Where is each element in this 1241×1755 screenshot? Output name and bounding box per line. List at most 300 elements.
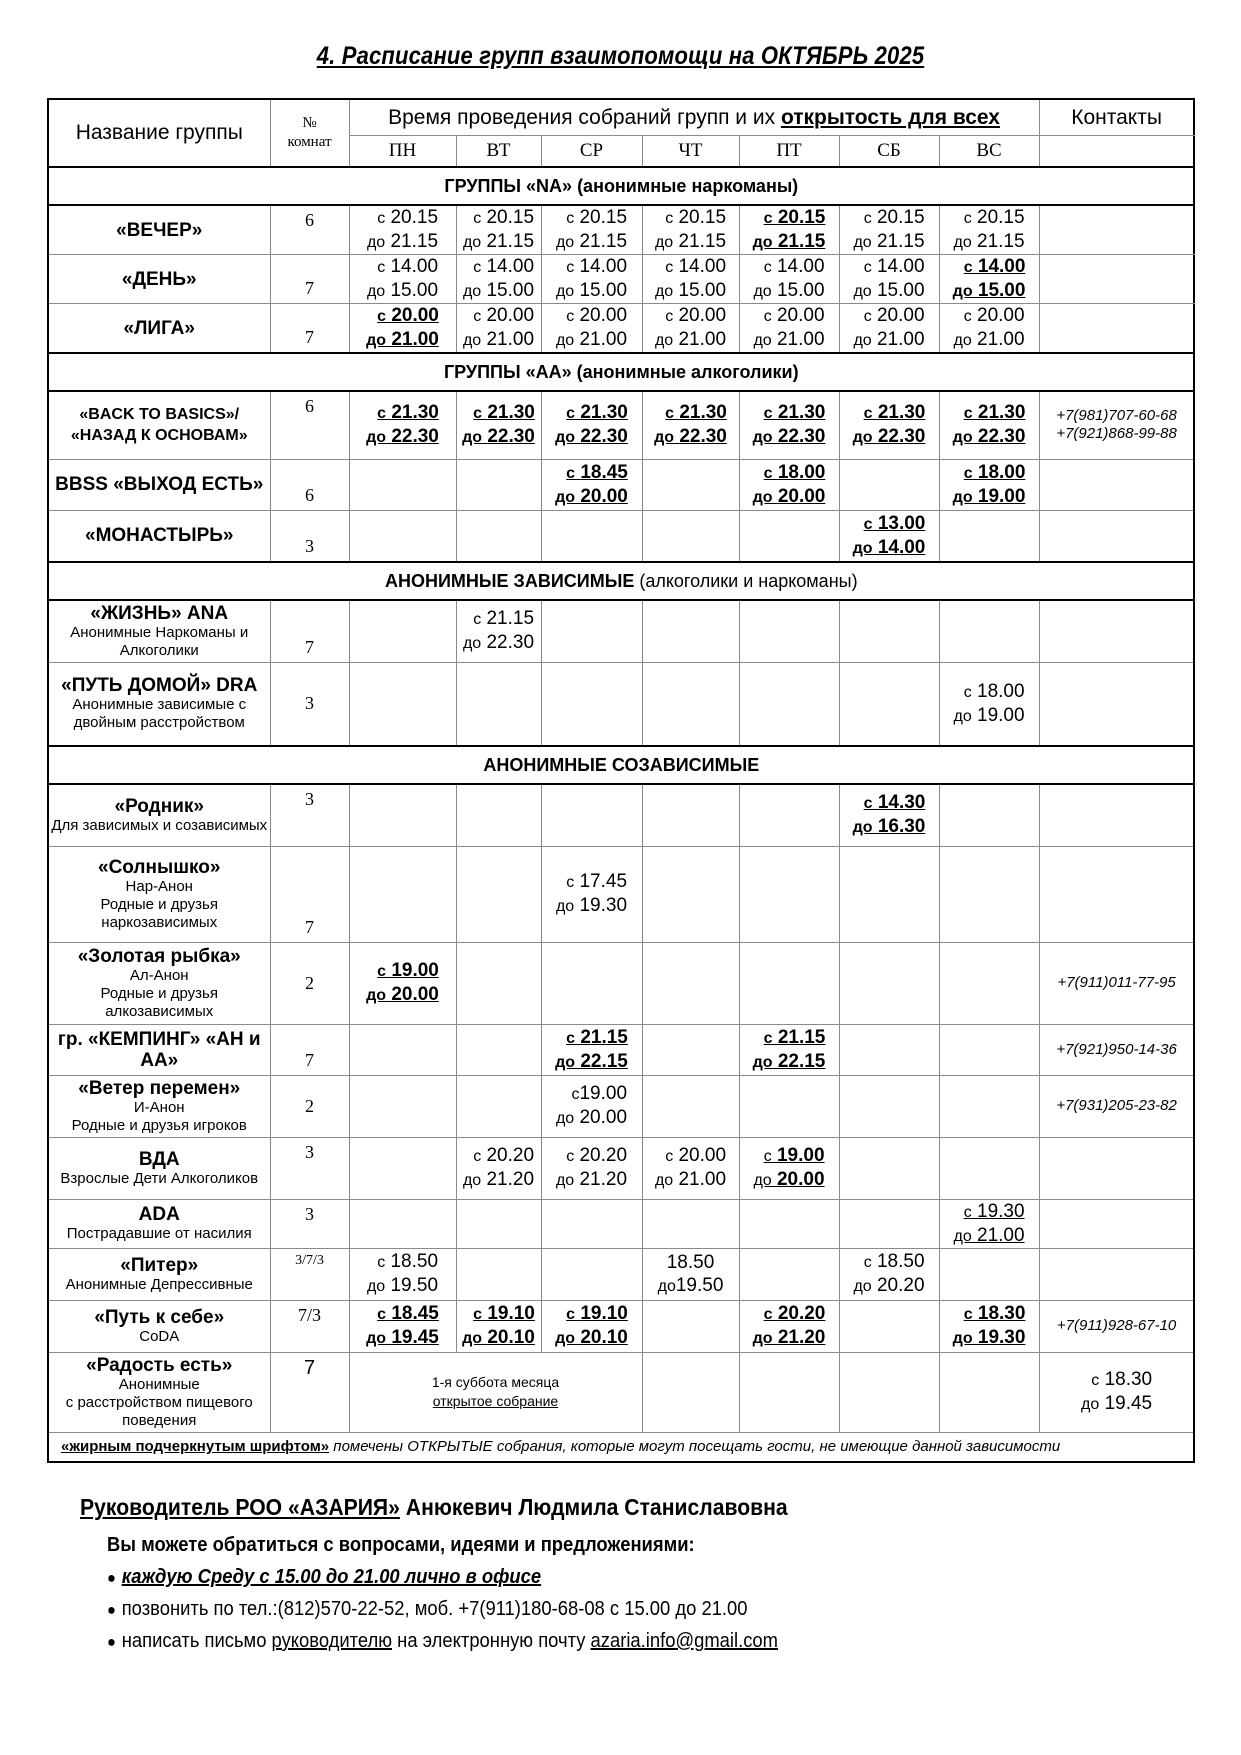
time-to: 21.00	[579, 329, 628, 350]
time-to: 19.30	[579, 895, 628, 916]
group-title: «Родник»	[114, 795, 204, 817]
group-name-cell	[48, 1300, 270, 1352]
organization-name: Руководитель РОО «АЗАРИЯ»	[80, 1494, 400, 1520]
group-title: «Золотая рыбка»	[77, 945, 241, 967]
meeting-time: с 20.15 до 21.15	[555, 207, 628, 252]
time-to: 15.00	[977, 280, 1026, 301]
time-to: 20.10	[580, 1327, 628, 1348]
time-cell-mon	[349, 1137, 456, 1199]
room-number: 3	[270, 662, 349, 746]
open-meeting-time: с 21.30 до 22.30	[462, 402, 535, 448]
meeting-time: с 14.00 до 15.00	[753, 256, 825, 301]
time-cell-tue	[456, 1199, 541, 1248]
group-description: Анонимные Наркоманы и Алкоголики	[70, 623, 249, 659]
contact-phone	[1039, 205, 1194, 255]
section-title	[48, 167, 1194, 205]
time-cell-fri	[739, 1075, 839, 1137]
time-to: 19.00	[977, 704, 1025, 726]
meeting-time: с 14.00 до 15.00	[654, 256, 727, 301]
time-cell-thu	[642, 942, 739, 1024]
head-name: Анюкевич Людмила Станиславовна	[399, 1494, 788, 1520]
time-cell-thu	[642, 1248, 739, 1300]
time-from: 20.15	[977, 207, 1025, 228]
room-label: комнат	[287, 134, 332, 150]
time-to: 20.00	[580, 485, 628, 507]
group-name-cell	[48, 600, 270, 662]
time-from: 18.00	[977, 680, 1025, 702]
group-title: «ДЕНЬ»	[121, 268, 197, 290]
time-cell-tue	[456, 942, 541, 1024]
time-cell-sun	[939, 942, 1039, 1024]
time-cell-sun	[939, 1248, 1039, 1300]
room-number: 6	[270, 391, 349, 459]
time-to: 20.00	[777, 485, 826, 507]
time-cell-sun	[939, 510, 1039, 562]
time-cell-sun	[939, 205, 1039, 255]
time-from: 21.15	[580, 1026, 628, 1048]
time-to: 22.30	[487, 426, 535, 448]
time-to: 21.15	[777, 231, 826, 252]
meeting-time: 18.50 до19.50	[657, 1251, 724, 1296]
time-from: 18.00	[777, 461, 826, 483]
time-cell-sun	[939, 784, 1039, 846]
meeting-time: с 20.00 до 21.00	[753, 305, 825, 350]
time-cell-sat	[839, 1075, 939, 1137]
meeting-time: с 19.00 до 20.00	[753, 1145, 825, 1190]
contact-phone: +7(921)950-14-36	[1039, 1024, 1194, 1075]
open-meeting-time: с 18.00 до 20.00	[752, 461, 826, 507]
group-name-cell	[48, 255, 270, 304]
email-link[interactable]: azaria.info@gmail.com	[590, 1630, 778, 1652]
time-from: 20.00	[486, 305, 535, 326]
time-to: 15.00	[876, 280, 925, 301]
time-to: 19.45	[1104, 1393, 1153, 1414]
time-from: 20.15	[486, 207, 535, 228]
contact-phone	[1039, 255, 1194, 304]
time-cell-fri	[739, 304, 839, 354]
organization-head	[80, 1494, 788, 1521]
time-from: 20.00	[579, 305, 628, 326]
open-meeting-time: с 21.30 до 22.30	[366, 402, 439, 448]
contact-phone	[1039, 662, 1194, 746]
time-from: 14.00	[678, 256, 727, 277]
time-cell-mon	[349, 942, 456, 1024]
time-from: 21.30	[877, 402, 926, 424]
contact-phone: +7(911)928-67-10	[1039, 1300, 1194, 1352]
group-row	[48, 1248, 1194, 1300]
time-cell-thu	[642, 784, 739, 846]
contact-list	[107, 1562, 836, 1658]
time-cell-thu	[642, 391, 739, 459]
time-cell-mon	[349, 600, 456, 662]
time-cell-fri	[739, 942, 839, 1024]
time-cell-sun	[939, 391, 1039, 459]
time-cell-day	[1039, 1352, 1194, 1432]
group-title: «Радость есть»	[86, 1354, 233, 1376]
time-to: 15.00	[678, 280, 727, 301]
meeting-time: с 19.30 до 21.00	[953, 1200, 1025, 1246]
time-to: 20.00	[579, 1107, 628, 1128]
time-cell-mon	[349, 391, 456, 459]
meeting-time: с 20.00 до 21.00	[462, 305, 535, 350]
time-from: 18.00	[977, 461, 1026, 483]
room-number: 7	[270, 846, 349, 942]
time-cell-tue	[456, 1075, 541, 1137]
time-cell-sat	[839, 1300, 939, 1352]
special-line-1: 1-я суббота месяца	[431, 1374, 560, 1390]
meeting-time: с 20.20 до 21.20	[555, 1145, 628, 1190]
group-description: Нар-Анон	[125, 877, 193, 895]
time-cell-mon	[349, 304, 456, 354]
section-title-bold: ГРУППЫ «АА» (анонимные алкоголики)	[443, 361, 799, 382]
meeting-time: с 20.00 до 21.00	[953, 305, 1025, 350]
group-title: BBSS «ВЫХОД ЕСТЬ»	[55, 474, 264, 495]
time-cell-wed	[541, 459, 642, 510]
group-name-cell	[48, 662, 270, 746]
room-number: 7	[270, 1352, 349, 1432]
time-to: 21.15	[390, 231, 439, 252]
open-meeting-time: с 21.15 до 22.15	[752, 1026, 826, 1072]
time-cell-fri	[739, 255, 839, 304]
group-title: ADA	[138, 1204, 180, 1225]
time-cell-wed	[541, 304, 642, 354]
time-to: 19.30	[977, 1327, 1026, 1348]
time-from: 20.15	[579, 207, 628, 228]
time-cell-thu	[642, 304, 739, 354]
room-number: 3	[270, 1199, 349, 1248]
time-to: 21.00	[486, 329, 535, 350]
time-cell-thu	[642, 459, 739, 510]
time-from: 20.00	[876, 305, 925, 326]
time-to: 19.45	[391, 1327, 439, 1348]
time-from: 14.00	[776, 256, 825, 277]
time-cell-tue	[456, 255, 541, 304]
group-name-cell	[48, 1137, 270, 1199]
group-row	[48, 1199, 1194, 1248]
bullet-icon: ●	[107, 1634, 116, 1651]
time-to: 21.00	[977, 1224, 1025, 1246]
time-cell-sat	[839, 391, 939, 459]
time-cell-wed	[541, 255, 642, 304]
meeting-time: с 14.00 до 15.00	[853, 256, 925, 301]
time-cell-sat	[839, 846, 939, 942]
time-cell-sat	[839, 942, 939, 1024]
time-from: 21.30	[777, 402, 826, 424]
time-to: 22.30	[977, 426, 1026, 448]
time-to: 22.30	[391, 426, 439, 448]
time-from: 14.00	[579, 256, 628, 277]
time-to: 22.30	[486, 632, 535, 654]
time-to: 21.15	[579, 231, 628, 252]
time-from: 21.30	[679, 402, 727, 424]
time-cell-sun	[939, 459, 1039, 510]
time-cell-tue	[456, 846, 541, 942]
section-header	[48, 167, 1194, 205]
meeting-time: с 18.00 до 19.00	[953, 680, 1025, 726]
time-from: 18.50	[390, 1251, 439, 1272]
group-description: Родные и друзья игроков	[71, 1116, 247, 1134]
time-cell-sun	[939, 1352, 1039, 1432]
time-from: 20.00	[977, 305, 1025, 326]
meeting-time: с 17.45 до 19.30	[555, 871, 628, 916]
group-row	[48, 1137, 1194, 1199]
meeting-time: с 18.50 до 19.50	[366, 1251, 439, 1296]
group-title: «ЖИЗНЬ» ANA	[90, 602, 229, 624]
time-cell-thu	[642, 662, 739, 746]
time-from: 20.00	[678, 1145, 727, 1166]
group-description: Для зависимых и созависимых	[51, 816, 268, 834]
group-description: Родные и друзья алкозависимых	[100, 984, 218, 1020]
time-cell-sat	[839, 662, 939, 746]
time-from: 21.15	[486, 608, 535, 630]
time-from: 19.10	[580, 1303, 628, 1324]
time-cell-tue	[456, 1300, 541, 1352]
group-name-cell	[48, 846, 270, 942]
time-cell-fri	[739, 1199, 839, 1248]
time-cell-mon	[349, 1024, 456, 1075]
meeting-time: с 20.00 до 21.00	[555, 305, 628, 350]
open-meeting-time: с 18.00 до 19.00	[952, 461, 1026, 507]
time-from: 21.30	[487, 402, 535, 424]
group-name-cell	[48, 942, 270, 1024]
time-from: 21.15	[777, 1026, 826, 1048]
group-name-cell	[48, 1024, 270, 1075]
time-from: 20.20	[777, 1303, 826, 1324]
open-meeting-time: с 18.45 до 19.45	[366, 1303, 439, 1348]
meeting-time: с19.00 до 20.00	[555, 1083, 628, 1128]
group-title: гр. «КЕМПИНГ» «АН и АА»	[57, 1028, 261, 1071]
contact-item-office: ● каждую Среду с 15.00 до 21.00 лично в офисе	[107, 1562, 778, 1594]
contact-phone	[1039, 1199, 1194, 1248]
time-cell-thu	[642, 1075, 739, 1137]
time-from: 20.15	[777, 207, 826, 228]
time-to: 22.30	[877, 426, 926, 448]
time-cell-mon	[349, 1300, 456, 1352]
time-to: 21.00	[876, 329, 925, 350]
open-meeting-time: с 20.20 до 21.20	[752, 1303, 826, 1348]
time-cell-sun	[939, 846, 1039, 942]
time-to: 21.00	[977, 329, 1025, 350]
time-cell-tue	[456, 784, 541, 846]
time-cell-tue	[456, 1137, 541, 1199]
time-cell-wed	[541, 662, 642, 746]
room-number: 2	[270, 1075, 349, 1137]
time-cell-tue	[456, 1024, 541, 1075]
bullet-icon: ●	[107, 1602, 116, 1619]
time-cell-mon	[349, 846, 456, 942]
room-number: 6	[270, 205, 349, 255]
group-row	[48, 459, 1194, 510]
time-from: 19.00	[391, 960, 439, 981]
time-cell-thu	[642, 600, 739, 662]
time-cell-wed	[541, 600, 642, 662]
meeting-time: с 20.15 до 21.15	[654, 207, 727, 252]
group-description: Анонимные	[118, 1375, 200, 1393]
meeting-time: с 20.15 до 21.15	[462, 207, 535, 252]
time-from: 13.00	[877, 512, 926, 534]
time-from: 20.00	[678, 305, 727, 326]
section-title-bold: АНОНИМНЫЕ СОЗАВИСИМЫЕ	[483, 754, 760, 775]
section-title-note: (алкоголики и наркоманы)	[634, 570, 858, 591]
time-to: 21.20	[486, 1169, 535, 1190]
group-row	[48, 510, 1194, 562]
open-meeting-time: с 21.15 до 22.15	[555, 1026, 628, 1072]
time-cell-sun	[939, 600, 1039, 662]
group-row	[48, 784, 1194, 846]
group-name-cell	[48, 1352, 270, 1432]
open-meeting-time: с 21.30 до 22.30	[555, 402, 628, 448]
time-to: 15.00	[486, 280, 535, 301]
time-from: 14.30	[877, 792, 926, 814]
group-name-cell	[48, 391, 270, 459]
time-from: 18.50	[666, 1251, 715, 1273]
time-cell-fri	[739, 459, 839, 510]
time-cell-tue	[456, 1248, 541, 1300]
time-cell-mon	[349, 662, 456, 746]
contact-phone	[1039, 459, 1194, 510]
group-name-cell	[48, 1075, 270, 1137]
time-to: 21.00	[776, 329, 825, 350]
time-cell-thu	[642, 846, 739, 942]
column-header-name: Название группы	[48, 99, 270, 167]
section-header	[48, 353, 1194, 391]
contact-intro: Вы можете обратиться с вопросами, идеями и предложениями:	[107, 1534, 695, 1556]
time-from: 19.10	[487, 1303, 535, 1324]
room-number: 7/3	[270, 1300, 349, 1352]
group-row	[48, 1024, 1194, 1075]
time-to: 21.15	[876, 231, 925, 252]
legend-note	[48, 1432, 1194, 1462]
group-row	[48, 304, 1194, 354]
time-cell-sat	[839, 304, 939, 354]
group-description: с расстройством пищевого поведения	[65, 1393, 253, 1429]
time-cell-wed	[541, 846, 642, 942]
meeting-time: с 20.00 до 21.00	[654, 1145, 727, 1190]
group-title: «МОНАСТЫРЬ»	[85, 525, 234, 547]
meeting-time: с 20.00 до 21.00	[853, 305, 925, 350]
schedule-body	[48, 167, 1194, 1432]
special-line-2: открытое собрание	[432, 1393, 559, 1409]
contact-phone: +7(981)707-60-68 +7(921)868-99-88	[1039, 391, 1194, 459]
open-meeting-time: с 18.45 до 20.00	[555, 461, 628, 507]
time-to: 21.20	[579, 1169, 628, 1190]
open-meeting-time: с 20.15 до 21.15	[752, 207, 826, 252]
meeting-time: с 20.15 до 21.15	[953, 207, 1025, 252]
group-row	[48, 662, 1194, 746]
time-from: 14.00	[977, 256, 1026, 277]
group-row	[48, 1352, 1194, 1432]
time-cell-wed	[541, 391, 642, 459]
time-cell-thu	[642, 1137, 739, 1199]
open-meeting-time: с 20.00 до 21.00	[366, 305, 439, 350]
meeting-time: с 14.00 до 15.00	[555, 256, 628, 301]
open-meeting-time: с 21.30 до 22.30	[752, 402, 826, 448]
time-cell-wed	[541, 1199, 642, 1248]
day-header-thu: ЧТ	[642, 136, 739, 168]
group-row	[48, 255, 1194, 304]
time-cell-sun	[939, 662, 1039, 746]
room-number: 3	[270, 510, 349, 562]
time-cell-sat	[839, 600, 939, 662]
room-number: 3	[270, 784, 349, 846]
day-header-tue: ВТ	[456, 136, 541, 168]
meeting-time: с 21.15 до 22.30	[462, 608, 535, 654]
time-from: 17.45	[579, 871, 628, 892]
time-cell-tue	[456, 304, 541, 354]
time-to: 21.20	[777, 1327, 826, 1348]
time-cell-wed	[541, 1024, 642, 1075]
group-description: Анонимные Депрессивные	[65, 1275, 253, 1293]
time-cell-fri	[739, 1137, 839, 1199]
time-cell-wed	[541, 205, 642, 255]
time-from: 18.30	[977, 1303, 1026, 1324]
time-cell-tue	[456, 391, 541, 459]
time-cell-tue	[456, 459, 541, 510]
time-cell-wed	[541, 1075, 642, 1137]
schedule-table	[47, 98, 1195, 1463]
time-cell-sun	[939, 304, 1039, 354]
section-title-bold: АНОНИМНЫЕ ЗАВИСИМЫЕ	[385, 570, 635, 591]
day-header-sun: ВС	[939, 136, 1039, 168]
time-cell-tue	[456, 662, 541, 746]
group-description: Анонимные зависимые с двойным расстройством	[72, 696, 247, 732]
time-to: 21.15	[678, 231, 727, 252]
open-meeting-time: с 19.10 до 20.10	[462, 1303, 535, 1348]
time-cell-sat	[839, 1024, 939, 1075]
time-to: 21.00	[678, 329, 727, 350]
time-cell-thu	[642, 1352, 739, 1432]
group-row	[48, 391, 1194, 459]
time-to: 16.30	[877, 816, 926, 838]
time-to: 19.50	[675, 1274, 724, 1296]
time-from: 18.50	[876, 1251, 925, 1272]
group-description: И-Анон	[133, 1098, 185, 1116]
time-from: 21.30	[580, 402, 628, 424]
day-header-fri: ПТ	[739, 136, 839, 168]
time-from: 21.30	[391, 402, 439, 424]
open-meeting-time: с 18.30 до 19.30	[952, 1303, 1026, 1348]
contact-phone: +7(931)205-23-82	[1039, 1075, 1194, 1137]
time-cell-fri	[739, 784, 839, 846]
group-row	[48, 942, 1194, 1024]
meeting-time: с 18.50 до 20.20	[853, 1251, 925, 1296]
time-to: 20.00	[391, 984, 439, 1005]
time-cell-wed	[541, 1248, 642, 1300]
time-from: 19.00	[776, 1145, 825, 1166]
time-cell-sun	[939, 1024, 1039, 1075]
time-cell-sat	[839, 1352, 939, 1432]
room-number: 3	[270, 1137, 349, 1199]
time-cell-sat	[839, 205, 939, 255]
day-header-mon: ПН	[349, 136, 456, 168]
group-name-cell	[48, 1248, 270, 1300]
head-link[interactable]: руководителю	[271, 1630, 393, 1652]
group-name-cell	[48, 784, 270, 846]
time-from: 14.00	[876, 256, 925, 277]
contact-phone	[1039, 510, 1194, 562]
time-to: 22.30	[679, 426, 727, 448]
group-title: ВДА	[138, 1148, 180, 1170]
group-title: «ВЕЧЕР»	[116, 219, 203, 241]
open-meeting-time: с 19.10 до 20.10	[555, 1303, 628, 1348]
room-number: 2	[270, 942, 349, 1024]
time-to: 19.50	[390, 1275, 439, 1296]
group-title: «Солнышко»	[98, 856, 221, 878]
group-name-cell	[48, 1199, 270, 1248]
time-cell-sun	[939, 1199, 1039, 1248]
open-meeting-time: с 21.30 до 22.30	[952, 402, 1026, 448]
time-cell-fri	[739, 1248, 839, 1300]
